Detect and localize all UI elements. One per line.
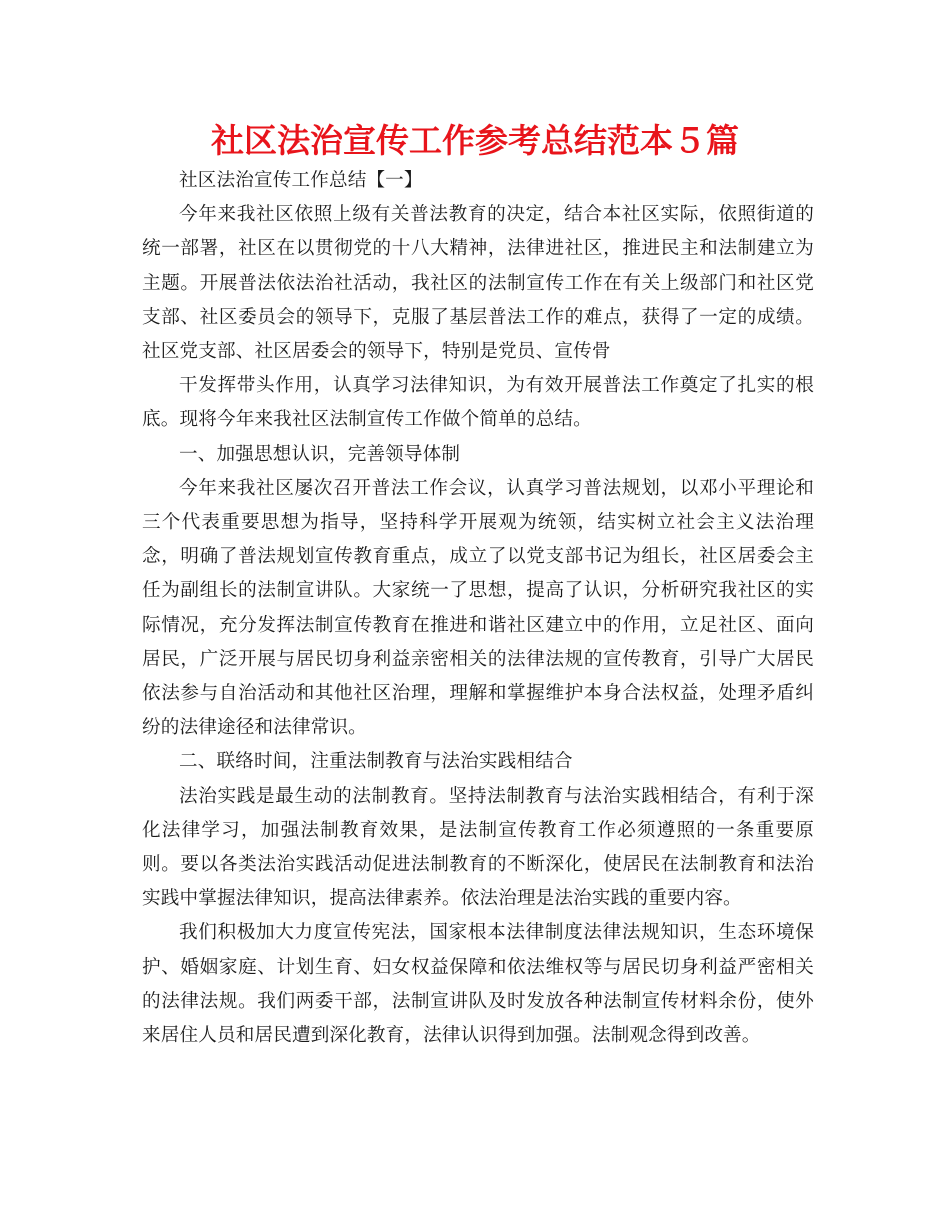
paragraph-intro-continued: 干发挥带头作用，认真学习法律知识，为有效开展普法工作奠定了扎实的根底。现将今年来我社区法制宣传工作做个简单的总结。 — [142, 375, 814, 431]
document-title: 社区法治宣传工作参考总结范本５篇 — [211, 121, 739, 160]
paragraph-intro: 今年来我社区依照上级有关普法教育的决定，结合本社区实际，依照街道的统一部署，社区在以贯彻党的十八大精神，法律进社区，推进民主和法制建立为主题。开展普法依法治社活动，我社区的法制宣传工作在有关上级部门和社区党支部、社区委员会的领导下，克服了基层普法工作的难点，获得了一定的成绩。社区党支部、社区居委会的领导下，特别是党员、宣传骨 — [142, 204, 814, 363]
section-heading-strengthen-thinking: 一、加强思想认识，完善领导体制 — [179, 443, 461, 465]
paragraph-publicity: 我们积极加大力度宣传宪法，国家根本法律制度法律法规知识，生态环境保护、婚姻家庭、计划生育、妇女权益保障和依法维权等与居民切身利益严密相关的法律法规。我们两委干部，法制宣讲队及时发放各种法制宣传材料余份，使外来居住人员和居民遭到深化教育，法律认识得到加强。法制观念得到改善。 — [142, 922, 814, 1047]
paragraph-meetings: 今年来我社区屡次召开普法工作会议，认真学习普法规划，以邓小平理论和三个代表重要思想为指导，坚持科学开展观为统领，结实树立社会主义法治理念，明确了普法规划宣传教育重点，成立了以党支部书记为组长，社区居委会主任为副组长的法制宣讲队。大家统一了思想，提高了认识，分析研究我社区的实际情况，充分发挥法制宣传教育在推进和谐社区建立中的作用，立足社区、面向居民，广泛开展与居民切身利益亲密相关的法律法规的宣传教育，引导广大居民依法参与自治活动和其他社区治理，理解和掌握维护本身合法权益，处理矛盾纠纷的法律途径和法律常识。 — [142, 477, 814, 739]
section-heading-practice: 二、联络时间，注重法制教育与法治实践相结合 — [179, 751, 573, 773]
paragraph-practice: 法治实践是最生动的法制教育。坚持法制教育与法治实践相结合，有利于深化法律学习，加强法制教育效果，是法制宣传教育工作必须遵照的一条重要原则。要以各类法治实践活动促进法制教育的不断深化，使居民在法制教育和法治实践中掌握法律知识，提高法律素养。依法治理是法治实践的重要内容。 — [142, 785, 814, 910]
document-body — [142, 164, 814, 1053]
section-heading-1: 社区法治宣传工作总结【一】 — [179, 170, 423, 191]
